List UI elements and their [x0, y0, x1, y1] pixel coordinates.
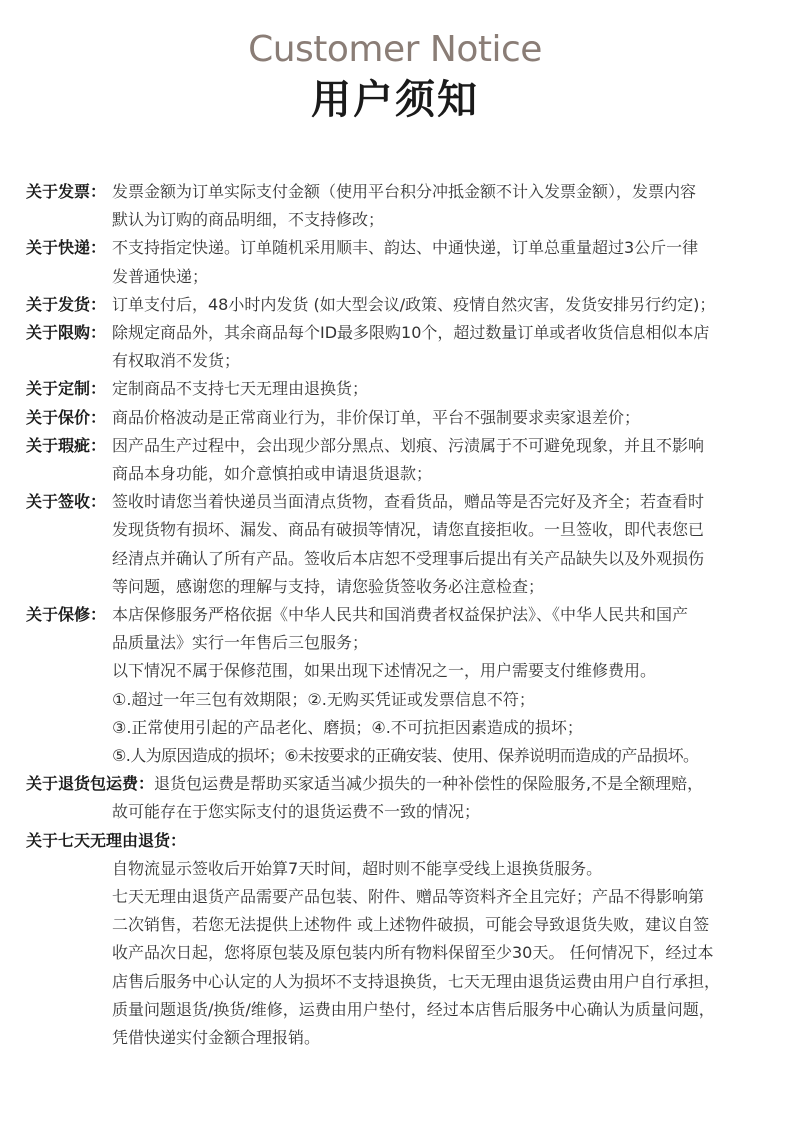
- notice-label: 关于限购：: [26, 323, 107, 343]
- notice-line: 以下情况不属于保修范围，如果出现下述情况之一，用户需要支付维修费用。: [112, 661, 657, 681]
- notice-item-custom: [26, 375, 778, 403]
- notice-line: 收产品次日起，您将原包装及原包装内所有物料保留至少30天。 任何情况下，经过本: [112, 943, 714, 963]
- notice-list: [26, 178, 778, 1052]
- notice-line: 质量问题退货/换货/维修，运费由用户垫付，经过本店售后服务中心确认为质量问题，: [112, 999, 715, 1019]
- notice-label: 关于发票：: [26, 182, 107, 201]
- notice-line: 七天无理由退货产品需要产品包装、附件、赠品等资料齐全且完好；产品不得影响第: [112, 887, 705, 907]
- notice-item-defects: [26, 432, 778, 488]
- notice-line: 订单支付后，48小时内发货 (如大型会议/政策、疫情自然灾害，发货安排另行约定)；: [112, 294, 716, 314]
- notice-line: 本店保修服务严格依据《中华人民共和国消费者权益保护法》、《中华人民共和国产: [112, 605, 689, 625]
- notice-line: 凭借快递实付金额合理报销。: [112, 1028, 321, 1048]
- notice-body: [112, 319, 778, 375]
- notice-body: [112, 375, 778, 403]
- notice-line: 自物流显示签收后开始算7天时间，超时则不能享受线上退换货服务。: [112, 858, 603, 878]
- notice-label: 关于保价：: [26, 407, 107, 427]
- notice-body: [26, 770, 778, 826]
- page-title-chinese: 用户须知: [311, 77, 479, 123]
- notice-label-row: [26, 827, 778, 855]
- notice-line: ⑤.人为原因造成的损坏；⑥未按要求的正确安装、使用、保养说明而造成的产品损坏。: [112, 746, 699, 766]
- notice-line: 不支持指定快递。订单随机采用顺丰、韵达、中通快递，订单总重量超过3公斤一律: [112, 238, 699, 258]
- notice-label: 关于七天无理由退货：: [26, 830, 187, 850]
- notice-item-warranty: [26, 601, 778, 770]
- notice-line: 定制商品不支持七天无理由退换货；: [112, 379, 369, 399]
- notice-item-price-protection: [26, 404, 778, 432]
- notice-label: 关于发货：: [26, 294, 107, 314]
- notice-item-receipt: [26, 488, 778, 601]
- notice-label: 关于签收：: [26, 492, 107, 512]
- notice-line: 发票金额为订单实际支付金额（使用平台积分冲抵金额不计入发票金额），发票内容: [112, 182, 697, 201]
- notice-line: 退货包运费是帮助买家适当减少损失的一种补偿性的保险服务,不是全额理赔，: [154, 774, 704, 794]
- notice-line: 店售后服务中心认定的人为损坏不支持退换货，七天无理由退货运费由用户自行承担，: [112, 971, 721, 991]
- notice-line: 商品本身功能，如介意慎拍或申请退货退款；: [112, 464, 433, 484]
- notice-line: 有权取消不发货；: [112, 351, 241, 371]
- notice-label: 关于快递：: [26, 238, 107, 258]
- notice-line: ①.超过一年三包有效期限；②.无购买凭证或发票信息不符；: [112, 689, 535, 709]
- notice-body: [112, 432, 778, 488]
- notice-body: [112, 601, 778, 770]
- notice-item-courier: [26, 234, 778, 290]
- notice-item-return-shipping-insurance: [26, 770, 778, 826]
- page-title-english: Customer Notice: [248, 29, 542, 70]
- notice-line: 默认为订购的商品明细，不支持修改；: [112, 210, 385, 230]
- notice-label: 关于定制：: [26, 379, 107, 399]
- notice-item-seven-day-return: [26, 827, 778, 1053]
- notice-line: 发现货物有损坏、漏发、商品有破损等情况，请您直接拒收。一旦签收，即代表您已: [112, 520, 705, 540]
- notice-item-purchase-limit: [26, 319, 778, 375]
- notice-line: 发普通快递；: [112, 266, 209, 286]
- notice-line: 除规定商品外，其余商品每个ID最多限购10个，超过数量订单或者收货信息相似本店: [112, 323, 710, 343]
- notice-line-first: [26, 770, 778, 798]
- notice-body: [112, 234, 778, 290]
- notice-label: 关于保修：: [26, 605, 107, 625]
- notice-item-invoice: [26, 178, 778, 234]
- notice-body: [112, 291, 778, 319]
- notice-line: 故可能存在于您实际支付的退货运费不一致的情况；: [112, 802, 481, 822]
- notice-line: 经清点并确认了所有产品。签收后本店恕不受理事后提出有关产品缺失以及外观损伤: [112, 548, 705, 568]
- notice-line: 二次销售，若您无法提供上述物件 或上述物件破损，可能会导致退货失败，建议自签: [112, 915, 710, 935]
- notice-label: 关于瑕疵：: [26, 435, 107, 455]
- notice-line: 签收时请您当着快递员当面清点货物，查看货品，赠品等是否完好及齐全；若查看时: [112, 492, 705, 512]
- notice-body: [112, 488, 778, 601]
- notice-line: 等问题，感谢您的理解与支持，请您验货签收务必注意检查；: [112, 576, 545, 596]
- notice-body: [112, 178, 778, 234]
- notice-label: 关于退货包运费：: [26, 774, 155, 794]
- notice-line: ③.正常使用引起的产品老化、磨损；④.不可抗拒因素造成的损坏；: [112, 717, 583, 737]
- notice-body: [112, 404, 778, 432]
- notice-body: [26, 827, 778, 1053]
- notice-line: 品质量法》实行一年售后三包服务；: [112, 633, 369, 653]
- notice-line: 因产品生产过程中，会出现少部分黑点、划痕、污渍属于不可避免现象，并且不影响: [112, 435, 705, 455]
- notice-item-shipping: [26, 291, 778, 319]
- notice-line: 商品价格波动是正常商业行为，非价保订单，平台不强制要求卖家退差价；: [112, 407, 641, 427]
